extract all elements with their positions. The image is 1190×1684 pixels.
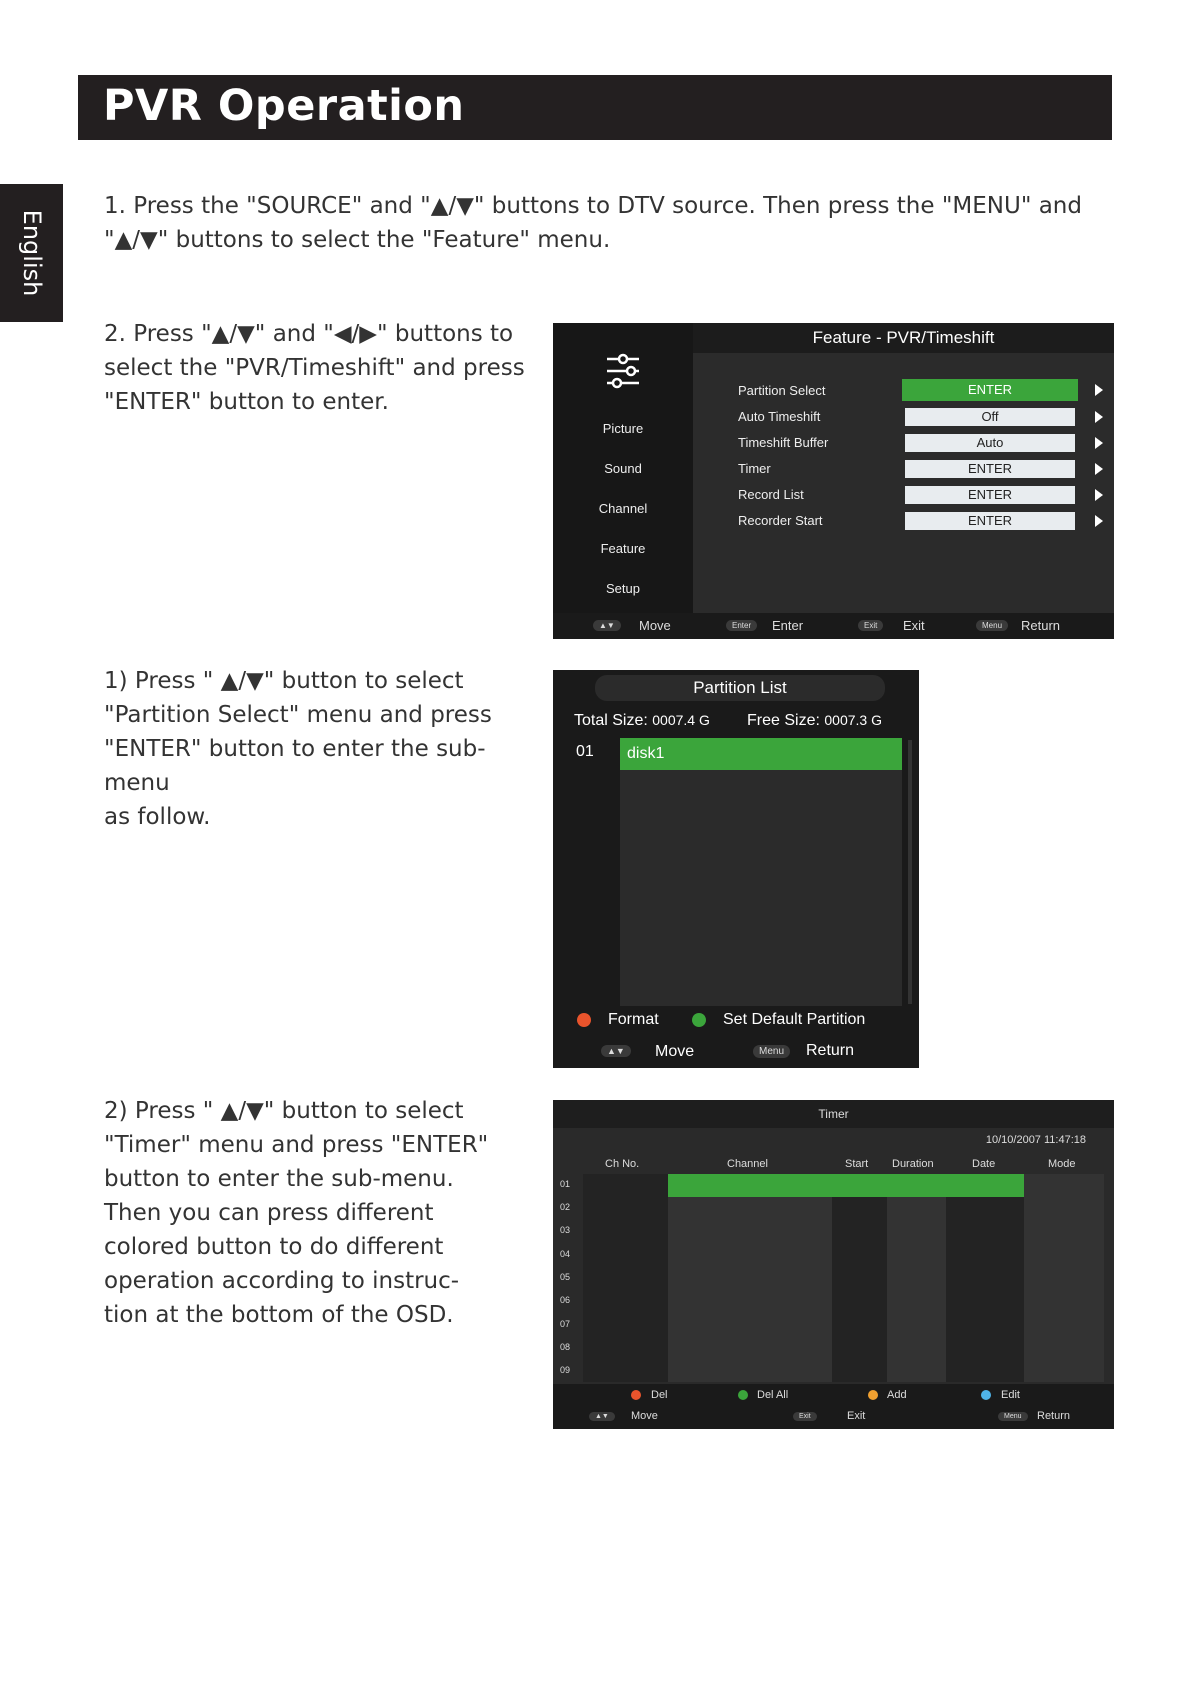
row-number: 04 [560, 1249, 571, 1259]
header-ch-no: Ch No. [605, 1158, 640, 1170]
language-tab-label: English [17, 209, 46, 297]
partition-list-title: Partition List [595, 675, 885, 701]
recorder-start-value[interactable]: ENTER [905, 512, 1075, 530]
return-hint: Return [806, 1042, 855, 1059]
total-size-label: Total Size: [574, 712, 648, 729]
row-number: 02 [560, 1202, 571, 1212]
partition-select-label: Partition Select [738, 383, 826, 398]
menu-key-icon: Menu [753, 1045, 790, 1058]
partition-number: 01 [576, 743, 594, 760]
header-date: Date [972, 1158, 996, 1170]
arrow-right-icon [1095, 489, 1103, 501]
col-ch-no [583, 1174, 668, 1382]
yellow-button-icon [868, 1390, 878, 1400]
move-keys-icon: ▲▼ [593, 620, 621, 631]
header-mode: Mode [1048, 1158, 1076, 1170]
timeshift-buffer-value[interactable]: Auto [905, 434, 1075, 452]
set-default-hint: Set Default Partition [723, 1011, 866, 1028]
substep-1-text: 1) Press " ▲/▼" button to select "Partition Select" menu and press "ENTER" button to enter the sub-menu as follow. [104, 668, 492, 830]
move-hint: Move [631, 1410, 658, 1422]
arrow-right-icon [1095, 463, 1103, 475]
row-number: 03 [560, 1225, 571, 1235]
arrow-right-icon [1095, 437, 1103, 449]
move-keys-icon: ▲▼ [601, 1045, 631, 1057]
menu-item-setup[interactable]: Setup [606, 581, 640, 596]
del-hint: Del [651, 1389, 668, 1401]
row-number: 09 [560, 1365, 571, 1375]
move-keys-icon: ▲▼ [589, 1412, 615, 1421]
col-mode [1024, 1174, 1104, 1382]
page-title: PVR Operation [103, 81, 465, 131]
move-hint: Move [655, 1043, 695, 1060]
auto-timeshift-label: Auto Timeshift [738, 409, 821, 424]
record-list-value[interactable]: ENTER [905, 486, 1075, 504]
menu-key-icon: Menu [976, 620, 1008, 631]
timer-label: Timer [738, 461, 771, 476]
partition-item-disk1[interactable]: disk1 [620, 738, 902, 770]
step-2-text: 2. Press "▲/▼" and "◀/▶" buttons to select the "PVR/Timeshift" and press "ENTER" button to enter. [104, 321, 525, 415]
add-hint: Add [887, 1389, 907, 1401]
feature-sidebar [553, 323, 693, 613]
row-number: 08 [560, 1342, 571, 1352]
recorder-start-label: Recorder Start [738, 513, 823, 528]
blue-button-icon [981, 1390, 991, 1400]
page-header [78, 75, 1112, 140]
menu-item-sound[interactable]: Sound [604, 461, 642, 476]
return-hint: Return [1021, 618, 1061, 633]
language-tab [0, 184, 63, 322]
header-duration: Duration [892, 1158, 934, 1170]
timer-value[interactable]: ENTER [905, 460, 1075, 478]
col-channel [668, 1174, 832, 1382]
partition-list-screenshot [553, 670, 919, 1068]
timeshift-buffer-label: Timeshift Buffer [738, 435, 829, 450]
free-size-value: 0007.3 G [824, 712, 882, 728]
enter-key-icon: Enter [726, 620, 757, 631]
green-button-icon [738, 1390, 748, 1400]
exit-hint: Exit [903, 618, 925, 633]
header-start: Start [845, 1158, 869, 1170]
free-size-label: Free Size: [747, 712, 820, 729]
exit-hint: Exit [847, 1410, 866, 1422]
timer-screenshot [553, 1100, 1114, 1429]
menu-item-channel[interactable]: Channel [598, 501, 648, 516]
format-hint: Format [608, 1011, 659, 1028]
row-number: 07 [560, 1319, 571, 1329]
feature-screen-title: Feature - PVR/Timeshift [812, 328, 995, 347]
menu-item-feature[interactable]: Feature [600, 541, 646, 556]
row-number: 06 [560, 1295, 571, 1305]
row-number: 01 [560, 1179, 571, 1189]
arrow-right-icon [1095, 411, 1103, 423]
arrow-right-icon [1095, 515, 1103, 527]
scrollbar[interactable] [908, 740, 912, 1004]
record-list-label: Record List [738, 487, 804, 502]
partition-list [620, 738, 902, 1006]
settings-sliders-icon [603, 351, 643, 391]
free-size [747, 712, 882, 730]
move-hint: Move [639, 618, 671, 633]
red-button-icon [631, 1390, 641, 1400]
timer-datetime: 10/10/2007 11:47:18 [985, 1134, 1086, 1146]
green-button-icon [692, 1013, 706, 1027]
substep-2-text: 2) Press " ▲/▼" button to select "Timer" menu and press "ENTER" button to enter the sub-menu. Then you can press different colored button to do different operation according to instruc- tion at the bottom of the OSD. [104, 1098, 489, 1328]
feature-footer [553, 613, 1114, 639]
col-duration [887, 1174, 946, 1382]
arrow-right-icon [1095, 384, 1103, 396]
menu-item-picture[interactable]: Picture [602, 421, 644, 436]
step-1-text: 1. Press the "SOURCE" and "▲/▼" buttons to DTV source. Then press the "MENU" and "▲/▼" buttons to select the "Feature" menu. [104, 193, 1082, 253]
del-all-hint: Del All [757, 1389, 789, 1401]
menu-key-icon: Menu [998, 1412, 1028, 1421]
red-button-icon [577, 1013, 591, 1027]
total-size [574, 712, 710, 730]
timer-title: Timer [553, 1100, 1114, 1128]
edit-hint: Edit [1001, 1389, 1020, 1401]
timer-row-selected[interactable] [668, 1174, 1024, 1197]
row-number: 05 [560, 1272, 571, 1282]
header-channel: Channel [727, 1158, 768, 1170]
exit-key-icon: Exit [793, 1412, 817, 1421]
partition-select-value[interactable]: ENTER [902, 379, 1078, 401]
total-size-value: 0007.4 G [652, 712, 710, 728]
col-start [832, 1174, 887, 1382]
enter-hint: Enter [772, 618, 804, 633]
auto-timeshift-value[interactable]: Off [905, 408, 1075, 426]
feature-pvr-screenshot [553, 323, 1114, 639]
exit-key-icon: Exit [858, 620, 883, 631]
return-hint: Return [1037, 1410, 1071, 1422]
col-date [946, 1174, 1024, 1382]
